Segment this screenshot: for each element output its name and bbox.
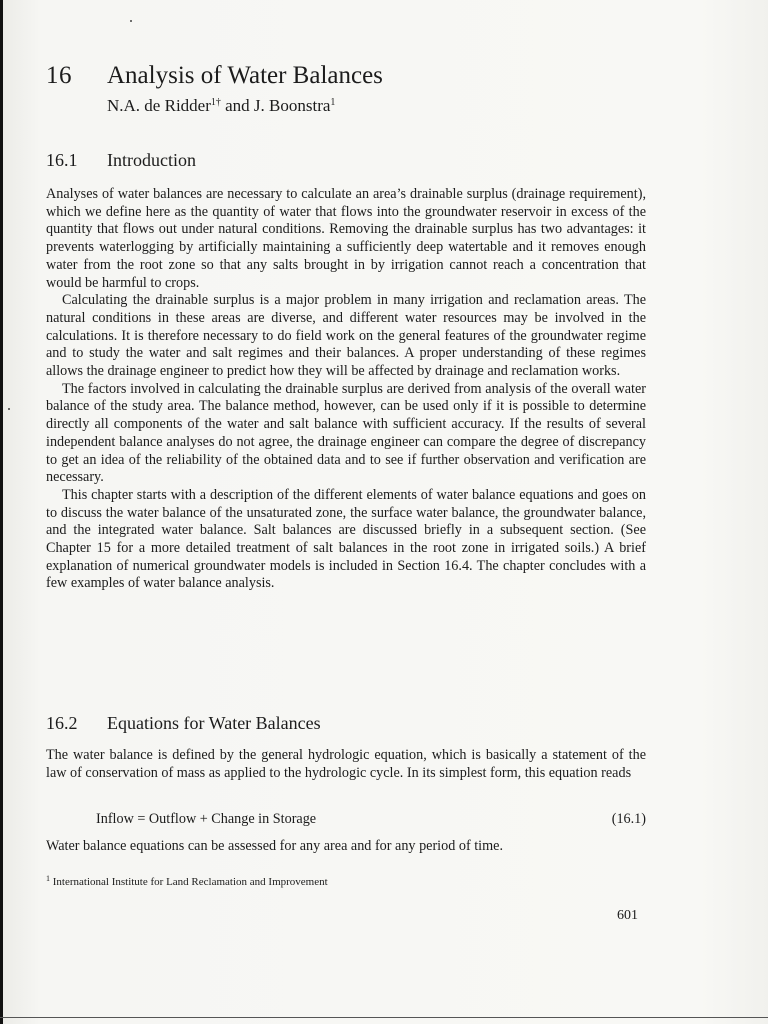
- footnote-text: International Institute for Land Reclamation and Improvement: [52, 876, 328, 888]
- paragraph: Calculating the drainable surplus is a major problem in many irrigation and reclamation areas. The natural conditions in these areas are diverse, and different water resources may be involved in the calculations. It is therefore necessary to do field work on the general features of the groundwater regime and to study the water and salt regimes and their balances. A proper understanding of these regimes allows the drainage engineer to predict how they will be affected by drainage and reclamation works.: [46, 292, 646, 380]
- author-joiner: and: [220, 96, 254, 115]
- page-bottom-edge: [0, 1017, 768, 1018]
- footnote-mark: 1: [46, 874, 50, 883]
- paragraph: The water balance is defined by the general hydrologic equation, which is basically a statement of the law of conservation of mass as applied to the hydrologic cycle. In its simplest form, this equation reads: [46, 747, 646, 781]
- paragraph: This chapter starts with a description of the different elements of water balance equations and goes on to discuss the water balance of the unsaturated zone, the surface water balance, the groundwater balance, and the integrated water balance. Salt balances are discussed briefly in a subsequent section. (See Chapter 15 for a more detailed treatment of salt balances in the root zone in irrigated soils.) A brief explanation of numerical groundwater models is included in Section 16.4. The chapter concludes with a few examples of water balance analysis.: [46, 486, 646, 592]
- chapter-authors: [107, 96, 335, 116]
- scan-speck: [8, 408, 10, 410]
- chapter-title: Analysis of Water Balances: [107, 62, 383, 89]
- paragraph: Analyses of water balances are necessary to calculate an area’s drainable surplus (drainage requirement), which we define here as the quantity of water that flows into the groundwater reservoir in excess of the quantity that flows out under natural conditions. Removing the drainable surplus has two advantages: it prevents waterlogging by artificially maintaining a sufficiently deep watertable and it removes enough water from the root zone so that any salts brought in by irrigation cannot reach a concentration that would be harmful to crops.: [46, 186, 646, 291]
- scan-speck: [130, 20, 132, 22]
- section-heading: [46, 713, 321, 734]
- section-number: 16.2: [46, 713, 78, 733]
- paragraph: The factors involved in calculating the drainable surplus are derived from analysis of the overall water balance of the study area. The balance method, however, can be used only if it is possible to determine directly all components of the water and salt balance with sufficient accuracy. If the results of several independent balance analyses do not agree, the drainage engineer can compare the degree of discrepancy to get an idea of the reliability of the obtained data and to see if further observation and verification are necessary.: [46, 380, 646, 486]
- equation: [46, 810, 646, 828]
- footnote: [46, 876, 328, 888]
- section-number: 16.1: [46, 150, 78, 170]
- section-body: [46, 186, 646, 593]
- equation-text: Inflow = Outflow + Change in Storage: [96, 811, 317, 827]
- page-spine-edge: [0, 0, 3, 1024]
- chapter-number: 16: [46, 62, 72, 89]
- paragraph: Water balance equations can be assessed for any area and for any period of time.: [46, 838, 503, 854]
- section-title: Introduction: [107, 150, 196, 170]
- author-name: J. Boonstra: [253, 96, 331, 115]
- equation-number: (16.1): [611, 811, 646, 827]
- author-name: N.A. de Ridder: [107, 96, 211, 115]
- page-number: 601: [617, 908, 638, 923]
- section-title: Equations for Water Balances: [107, 713, 321, 733]
- author-affiliation-mark: 1†: [210, 97, 221, 108]
- author-affiliation-mark: 1: [330, 97, 336, 108]
- section-heading: [46, 150, 196, 171]
- section-body: [46, 747, 646, 782]
